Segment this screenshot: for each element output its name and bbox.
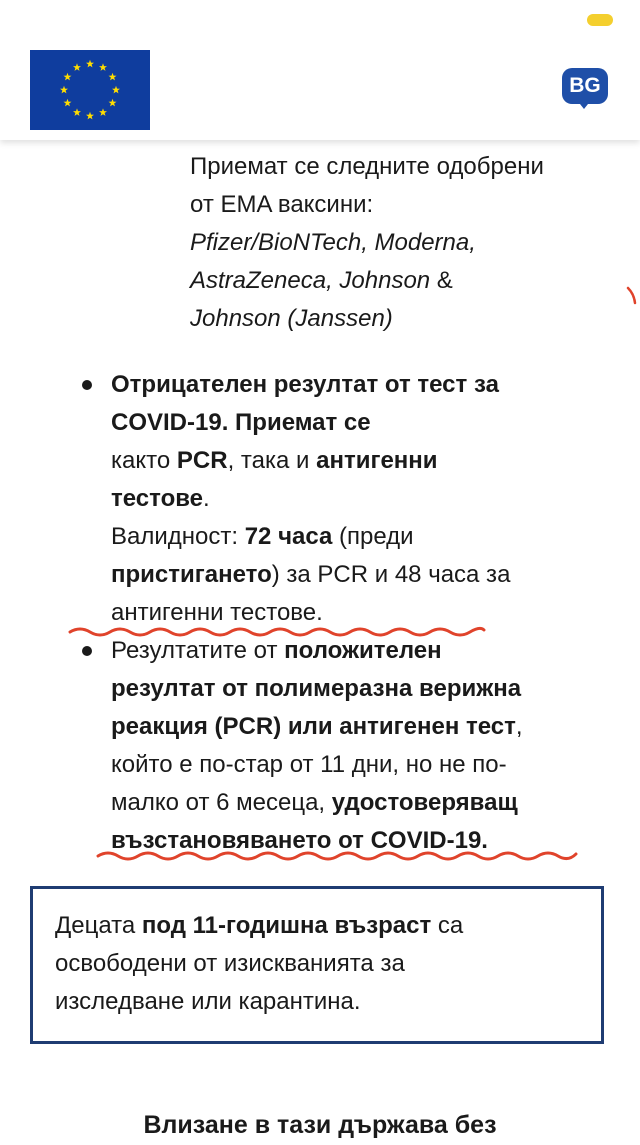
eu-star-icon bbox=[99, 108, 107, 116]
eu-stars-icon bbox=[30, 50, 150, 130]
test-requirement-line: както PCR, така и антигенни bbox=[111, 447, 438, 474]
test-requirement-line: COVID-19. Приемат се bbox=[111, 409, 371, 436]
red-pen-mark bbox=[626, 286, 638, 306]
recovery-requirement-line: резултат от полимеразна верижна bbox=[111, 675, 522, 702]
test-validity-line: антигенни тестове. bbox=[111, 599, 323, 626]
vaccines-text-line: Приемат се следните одобрени bbox=[190, 153, 544, 180]
notice-line: Децата под 11-годишна възраст са bbox=[55, 912, 464, 939]
eu-star-icon bbox=[73, 63, 81, 71]
eu-star-icon bbox=[112, 86, 120, 94]
eu-star-icon bbox=[109, 99, 117, 107]
section-heading: Влизане в тази държава без bbox=[143, 1111, 497, 1139]
test-validity-line: Валидност: 72 часа (преди bbox=[111, 523, 414, 550]
children-exemption-notice bbox=[30, 886, 604, 1044]
vaccine-names-line: AstraZeneca, Johnson & bbox=[190, 267, 453, 294]
notice-line: изследване или карантина. bbox=[55, 988, 361, 1015]
eu-flag-logo bbox=[30, 50, 150, 130]
main-content bbox=[0, 140, 640, 1139]
test-requirement-line: тестове. bbox=[111, 485, 210, 512]
red-underline-annotation bbox=[96, 848, 580, 862]
vaccine-names-line: Pfizer/BioNTech, Moderna, bbox=[190, 229, 476, 256]
language-label: BG bbox=[562, 68, 608, 104]
eu-star-icon bbox=[63, 99, 71, 107]
notice-line: освободени от изискванията за bbox=[55, 950, 405, 977]
eu-star-icon bbox=[60, 86, 68, 94]
eu-star-icon bbox=[99, 63, 107, 71]
test-validity-line: пристигането) за PCR и 48 часа за bbox=[111, 561, 511, 588]
status-indicator bbox=[587, 14, 613, 26]
vaccines-text-line: от EMA ваксини: bbox=[190, 191, 374, 218]
bullet-dot bbox=[82, 380, 92, 390]
test-requirement-line: Отрицателен резултат от тест за bbox=[111, 371, 499, 398]
vaccine-names-line: Johnson (Janssen) bbox=[190, 305, 393, 332]
language-button[interactable] bbox=[562, 68, 608, 108]
recovery-requirement-line: който е по-стар от 11 дни, но не по- bbox=[111, 751, 507, 778]
eu-star-icon bbox=[86, 60, 94, 68]
eu-star-icon bbox=[73, 108, 81, 116]
recovery-requirement-line: малко от 6 месеца, удостоверяващ bbox=[111, 789, 518, 816]
eu-star-icon bbox=[86, 112, 94, 120]
recovery-requirement-line: възстановяването от COVID-19. bbox=[111, 827, 488, 854]
bullet-dot bbox=[82, 646, 92, 656]
eu-star-icon bbox=[63, 73, 71, 81]
recovery-requirement-line: Резултатите от положителен bbox=[111, 637, 442, 664]
app-header bbox=[0, 0, 640, 140]
recovery-requirement-line: реакция (PCR) или антигенен тест, bbox=[111, 713, 523, 740]
eu-star-icon bbox=[109, 73, 117, 81]
